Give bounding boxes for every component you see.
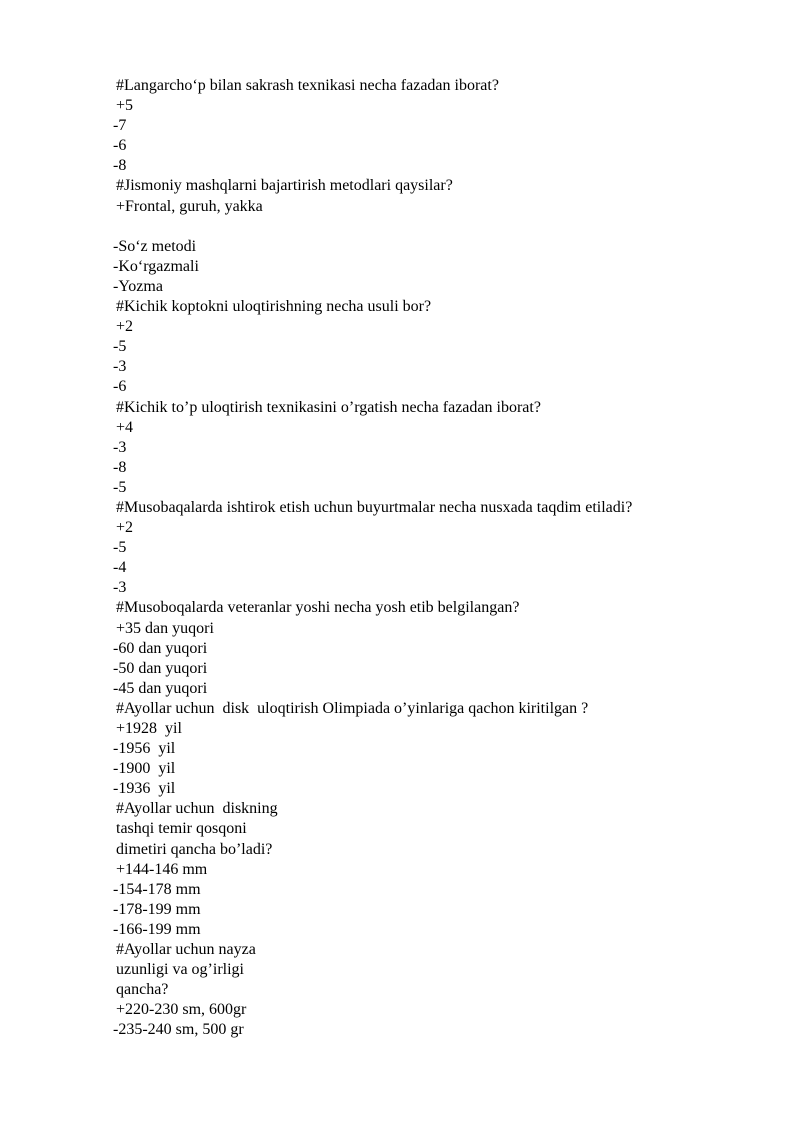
wrong-answer: -1956 yil [113, 740, 176, 758]
wrong-answer: -235-240 sm, 500 gr [113, 1021, 244, 1039]
question-text: #Ayollar uchun diskning [116, 800, 278, 818]
question-text: #Jismoniy mashqlarni bajartirish metodlari qaysilar? [116, 177, 453, 195]
question-text: #Musobaqalarda ishtirok etish uchun buyurtmalar necha nusxada taqdim etiladi? [116, 498, 633, 516]
question-text: #Kichik to’p uloqtirish texnikasini o’rgatish necha fazadan iborat? [116, 398, 541, 416]
wrong-answer: -1900 yil [113, 760, 176, 778]
question-text-continued: qancha? [116, 981, 169, 999]
wrong-answer: -60 dan yuqori [113, 639, 208, 657]
wrong-answer: -5 [113, 478, 127, 496]
correct-answer: +4 [116, 418, 134, 436]
wrong-answer: -6 [113, 378, 127, 396]
correct-answer: +220-230 sm, 600gr [116, 1001, 247, 1019]
wrong-answer: -3 [113, 438, 127, 456]
wrong-answer: -50 dan yuqori [113, 659, 208, 677]
document-body [113, 76, 733, 1041]
correct-answer: +Frontal, guruh, yakka [116, 197, 263, 215]
wrong-answer: -6 [113, 137, 127, 155]
wrong-answer: -5 [113, 539, 127, 557]
wrong-answer: -Ko‘rgazmali [113, 257, 199, 275]
question-text-continued: dimetiri qancha bo’ladi? [116, 840, 273, 858]
question-text-continued: tashqi temir qosqoni [116, 820, 247, 838]
wrong-answer: -So‘z metodi [113, 237, 197, 255]
wrong-answer: -1936 yil [113, 780, 176, 798]
wrong-answer: -4 [113, 559, 127, 577]
wrong-answer: -8 [113, 458, 127, 476]
correct-answer: +1928 yil [116, 720, 182, 737]
question-text: #Ayollar uchun disk uloqtirish Olimpiada o’yinlariga qachon kiritilgan ? [116, 699, 589, 717]
wrong-answer: -3 [113, 579, 127, 597]
wrong-answer: -154-178 mm [113, 880, 201, 898]
question-text: #Langarcho‘p bilan sakrash texnikasi necha fazadan iborat? [116, 77, 499, 94]
wrong-answer: -8 [113, 157, 127, 175]
wrong-answer: -7 [113, 117, 127, 135]
correct-answer: +35 dan yuqori [116, 619, 214, 637]
wrong-answer: -Yozma [113, 277, 163, 295]
wrong-answer: -3 [113, 358, 127, 376]
correct-answer: +2 [116, 318, 134, 336]
wrong-answer: -166-199 mm [113, 920, 201, 938]
wrong-answer: -178-199 mm [113, 900, 201, 918]
wrong-answer: -45 dan yuqori [113, 679, 208, 697]
correct-answer: +5 [116, 97, 134, 115]
correct-answer: +2 [116, 519, 134, 537]
question-text: #Musoboqalarda veteranlar yoshi necha yosh etib belgilangan? [116, 599, 520, 617]
question-text: #Kichik koptokni uloqtirishning necha usuli bor? [116, 298, 432, 316]
correct-answer: +144-146 mm [116, 860, 208, 878]
wrong-answer: -5 [113, 338, 127, 356]
question-text: #Ayollar uchun nayza [116, 941, 256, 959]
question-text-continued: uzunligi va og’irligi [116, 961, 244, 979]
blank-line [113, 217, 733, 237]
